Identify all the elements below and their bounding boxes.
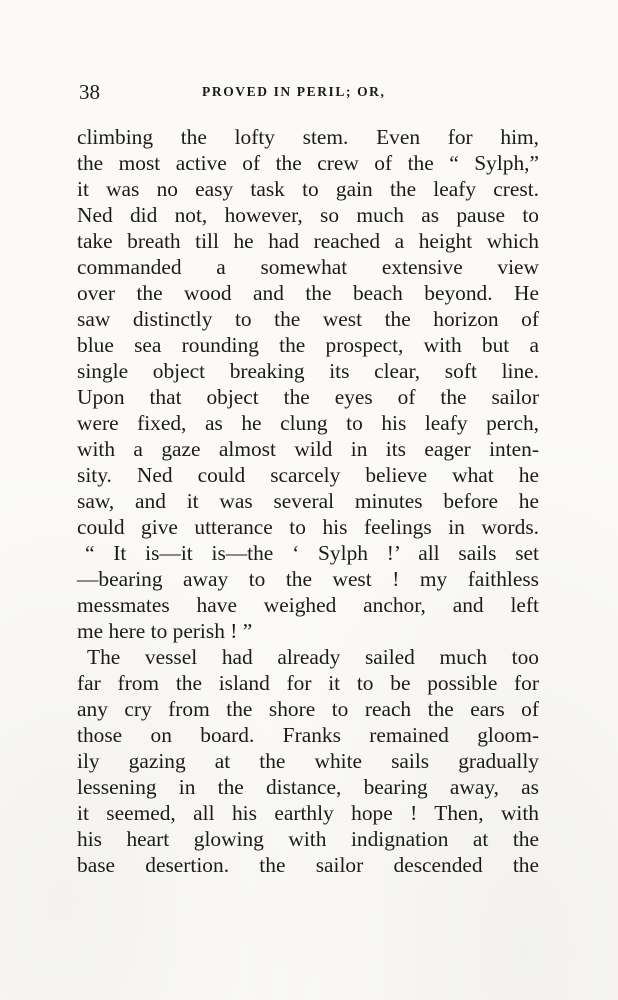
text-line: any cry from the shore to reach the ears of bbox=[77, 697, 539, 721]
text-line: with a gaze almost wild in its eager inten- bbox=[77, 437, 539, 461]
body-text bbox=[77, 124, 539, 878]
text-line: take breath till he had reached a height which bbox=[77, 229, 539, 253]
text-line: ily gazing at the white sails gradually bbox=[77, 749, 539, 773]
text-line: messmates have weighed anchor, and left bbox=[77, 593, 539, 617]
text-line: me here to perish ! ” bbox=[77, 619, 253, 643]
running-title: PROVED IN PERIL; OR, bbox=[202, 84, 386, 99]
text-line: “ It is—it is—the ‘ Sylph !’ all sails set bbox=[85, 541, 539, 565]
page-number: 38 bbox=[79, 80, 100, 104]
text-line: saw distinctly to the west the horizon of bbox=[77, 307, 539, 331]
text-line: over the wood and the beach beyond. He bbox=[77, 281, 539, 305]
text-line: it seemed, all his earthly hope ! Then, with bbox=[77, 801, 539, 825]
text-line: Ned did not, however, so much as pause to bbox=[77, 203, 539, 227]
running-head bbox=[79, 80, 549, 104]
text-line: Upon that object the eyes of the sailor bbox=[77, 385, 539, 409]
text-line: his heart glowing with indignation at the bbox=[77, 827, 539, 851]
text-line: could give utterance to his feelings in words. bbox=[77, 515, 539, 539]
text-line: commanded a somewhat extensive view bbox=[77, 255, 539, 279]
text-line: saw, and it was several minutes before he bbox=[77, 489, 539, 513]
text-line: climbing the lofty stem. Even for him, bbox=[77, 125, 539, 149]
text-line: sity. Ned could scarcely believe what he bbox=[77, 463, 539, 487]
text-line: were fixed, as he clung to his leafy perch, bbox=[77, 411, 539, 435]
text-line: base desertion. the sailor descended the bbox=[77, 853, 539, 877]
text-line: blue sea rounding the prospect, with but a bbox=[77, 333, 539, 357]
text-line: the most active of the crew of the “ Sylph,” bbox=[77, 151, 539, 175]
text-line: The vessel had already sailed much too bbox=[87, 645, 539, 669]
text-line: it was no easy task to gain the leafy crest. bbox=[77, 177, 539, 201]
text-line: far from the island for it to be possible for bbox=[77, 671, 539, 695]
text-line: —bearing away to the west ! my faithless bbox=[77, 567, 539, 591]
text-line: lessening in the distance, bearing away, as bbox=[77, 775, 539, 799]
text-line: single object breaking its clear, soft line. bbox=[77, 359, 539, 383]
text-line: those on board. Franks remained gloom- bbox=[77, 723, 539, 747]
